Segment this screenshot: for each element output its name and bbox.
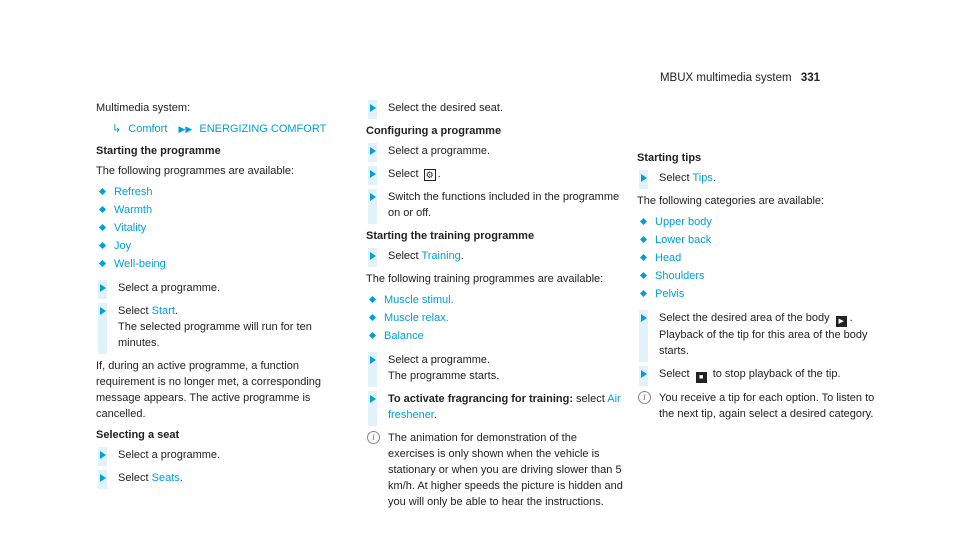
list-item[interactable]: Lower back — [637, 232, 877, 248]
seats-link[interactable]: Seats — [151, 472, 180, 484]
step-select-settings: Select ⚙ . — [366, 166, 624, 182]
category-list — [637, 214, 877, 302]
step-arrow-icon — [370, 170, 376, 178]
step-arrow-icon — [100, 307, 106, 315]
programme-list — [96, 184, 346, 272]
list-item[interactable]: Muscle relax. — [366, 310, 624, 326]
step-select-programme-3: Select a programme. — [366, 143, 624, 159]
heading-starting-programme: Starting the programme — [96, 145, 221, 157]
page-header — [660, 72, 820, 84]
training-list — [366, 292, 624, 344]
heading-starting-tips: Starting tips — [637, 152, 702, 164]
step-arrow-icon — [370, 252, 376, 260]
breadcrumb-comfort[interactable]: Comfort — [128, 123, 168, 135]
step-arrow-icon — [370, 104, 376, 112]
air-freshener-link[interactable]: Air freshener — [388, 393, 621, 421]
list-item[interactable]: Balance — [366, 328, 624, 344]
breadcrumb-energizing[interactable]: ENERGIZING COMFORT — [199, 123, 327, 135]
heading-configuring: Configuring a programme — [366, 125, 502, 137]
step-result: Playback of the tip for this area of the body starts. — [659, 329, 868, 357]
list-item[interactable]: Upper body — [637, 214, 877, 230]
heading-training: Starting the training programme — [366, 230, 535, 242]
step-select-body-area: Select the desired area of the body ▶ . Playback of the tip for this area of the body starts. — [637, 310, 877, 359]
step-select-seats: Select Seats. — [96, 470, 346, 486]
step-switch-functions: Switch the functions included in the programme on or off. — [366, 189, 624, 221]
column-2 — [366, 100, 624, 516]
step-arrow-icon — [100, 474, 106, 482]
step-select-start: Select Start. The selected programme will run for ten minutes. — [96, 303, 346, 351]
tips-link[interactable]: Tips — [692, 172, 713, 184]
step-arrow-icon — [100, 284, 106, 292]
step-stop-playback: Select ■ to stop playback of the tip. — [637, 366, 877, 383]
step-select-training: Select Training. — [366, 248, 624, 264]
step-select-programme-4: Select a programme. The programme starts. — [366, 352, 624, 384]
step-result: The selected programme will run for ten minutes. — [118, 321, 312, 349]
step-fragrancing: To activate fragrancing for training: select Air freshener. — [366, 391, 624, 423]
column-3 — [637, 150, 877, 428]
double-chevron-icon: ▶▶ — [178, 124, 193, 134]
stop-icon[interactable]: ■ — [696, 372, 707, 383]
list-item[interactable]: Shoulders — [637, 268, 877, 284]
step-arrow-icon — [370, 356, 376, 364]
return-arrow-icon: ↳ — [112, 123, 122, 135]
list-item[interactable]: Warmth — [96, 202, 346, 218]
gear-icon[interactable]: ⚙ — [425, 170, 434, 180]
list-item[interactable]: Muscle stimul. — [366, 292, 624, 308]
header-title: MBUX multimedia system — [659, 72, 792, 84]
tip-note: i You receive a tip for each option. To listen to the next tip, again select a desired category. — [637, 390, 877, 422]
column-1 — [96, 100, 346, 493]
info-icon: i — [638, 391, 651, 404]
training-link[interactable]: Training — [421, 250, 461, 262]
list-item[interactable]: Pelvis — [637, 286, 877, 302]
training-available-text: The following training programmes are available: — [366, 273, 604, 285]
step-arrow-icon — [641, 314, 647, 322]
play-icon[interactable]: ▶ — [836, 316, 847, 327]
step-arrow-icon — [100, 451, 106, 459]
step-result: The programme starts. — [388, 370, 500, 382]
step-arrow-icon — [370, 147, 376, 155]
list-item[interactable]: Head — [637, 250, 877, 266]
categories-text: The following categories are available: — [637, 195, 825, 207]
step-select-seat: Select the desired seat. — [366, 100, 624, 116]
info-icon: i — [367, 431, 380, 444]
animation-note: i The animation for demonstration of the exercises is only shown when the vehicle is stationary or when you are driving slower than 5 km/h. At higher speeds the picture is hidden and you will only be able to hear the instructions. — [366, 430, 624, 510]
step-select-programme: Select a programme. — [96, 280, 346, 296]
intro-text: Multimedia system: — [96, 102, 191, 114]
step-arrow-icon — [641, 174, 647, 182]
step-arrow-icon — [370, 395, 376, 403]
step-arrow-icon — [370, 193, 376, 201]
step-select-tips: Select Tips. — [637, 170, 877, 186]
cancel-info-text: If, during an active programme, a function requirement is no longer met, a corresponding message appears. The active programme is cancelled. — [96, 360, 322, 420]
list-item[interactable]: Vitality — [96, 220, 346, 236]
step-select-programme-2: Select a programme. — [96, 447, 346, 463]
start-link[interactable]: Start — [151, 305, 175, 317]
list-item[interactable]: Joy — [96, 238, 346, 254]
breadcrumb — [96, 121, 346, 137]
step-arrow-icon — [641, 370, 647, 378]
available-text: The following programmes are available: — [96, 165, 295, 177]
page-number: 331 — [800, 72, 820, 84]
list-item[interactable]: Refresh — [96, 184, 346, 200]
heading-selecting-seat: Selecting a seat — [96, 429, 180, 441]
list-item[interactable]: Well-being — [96, 256, 346, 272]
